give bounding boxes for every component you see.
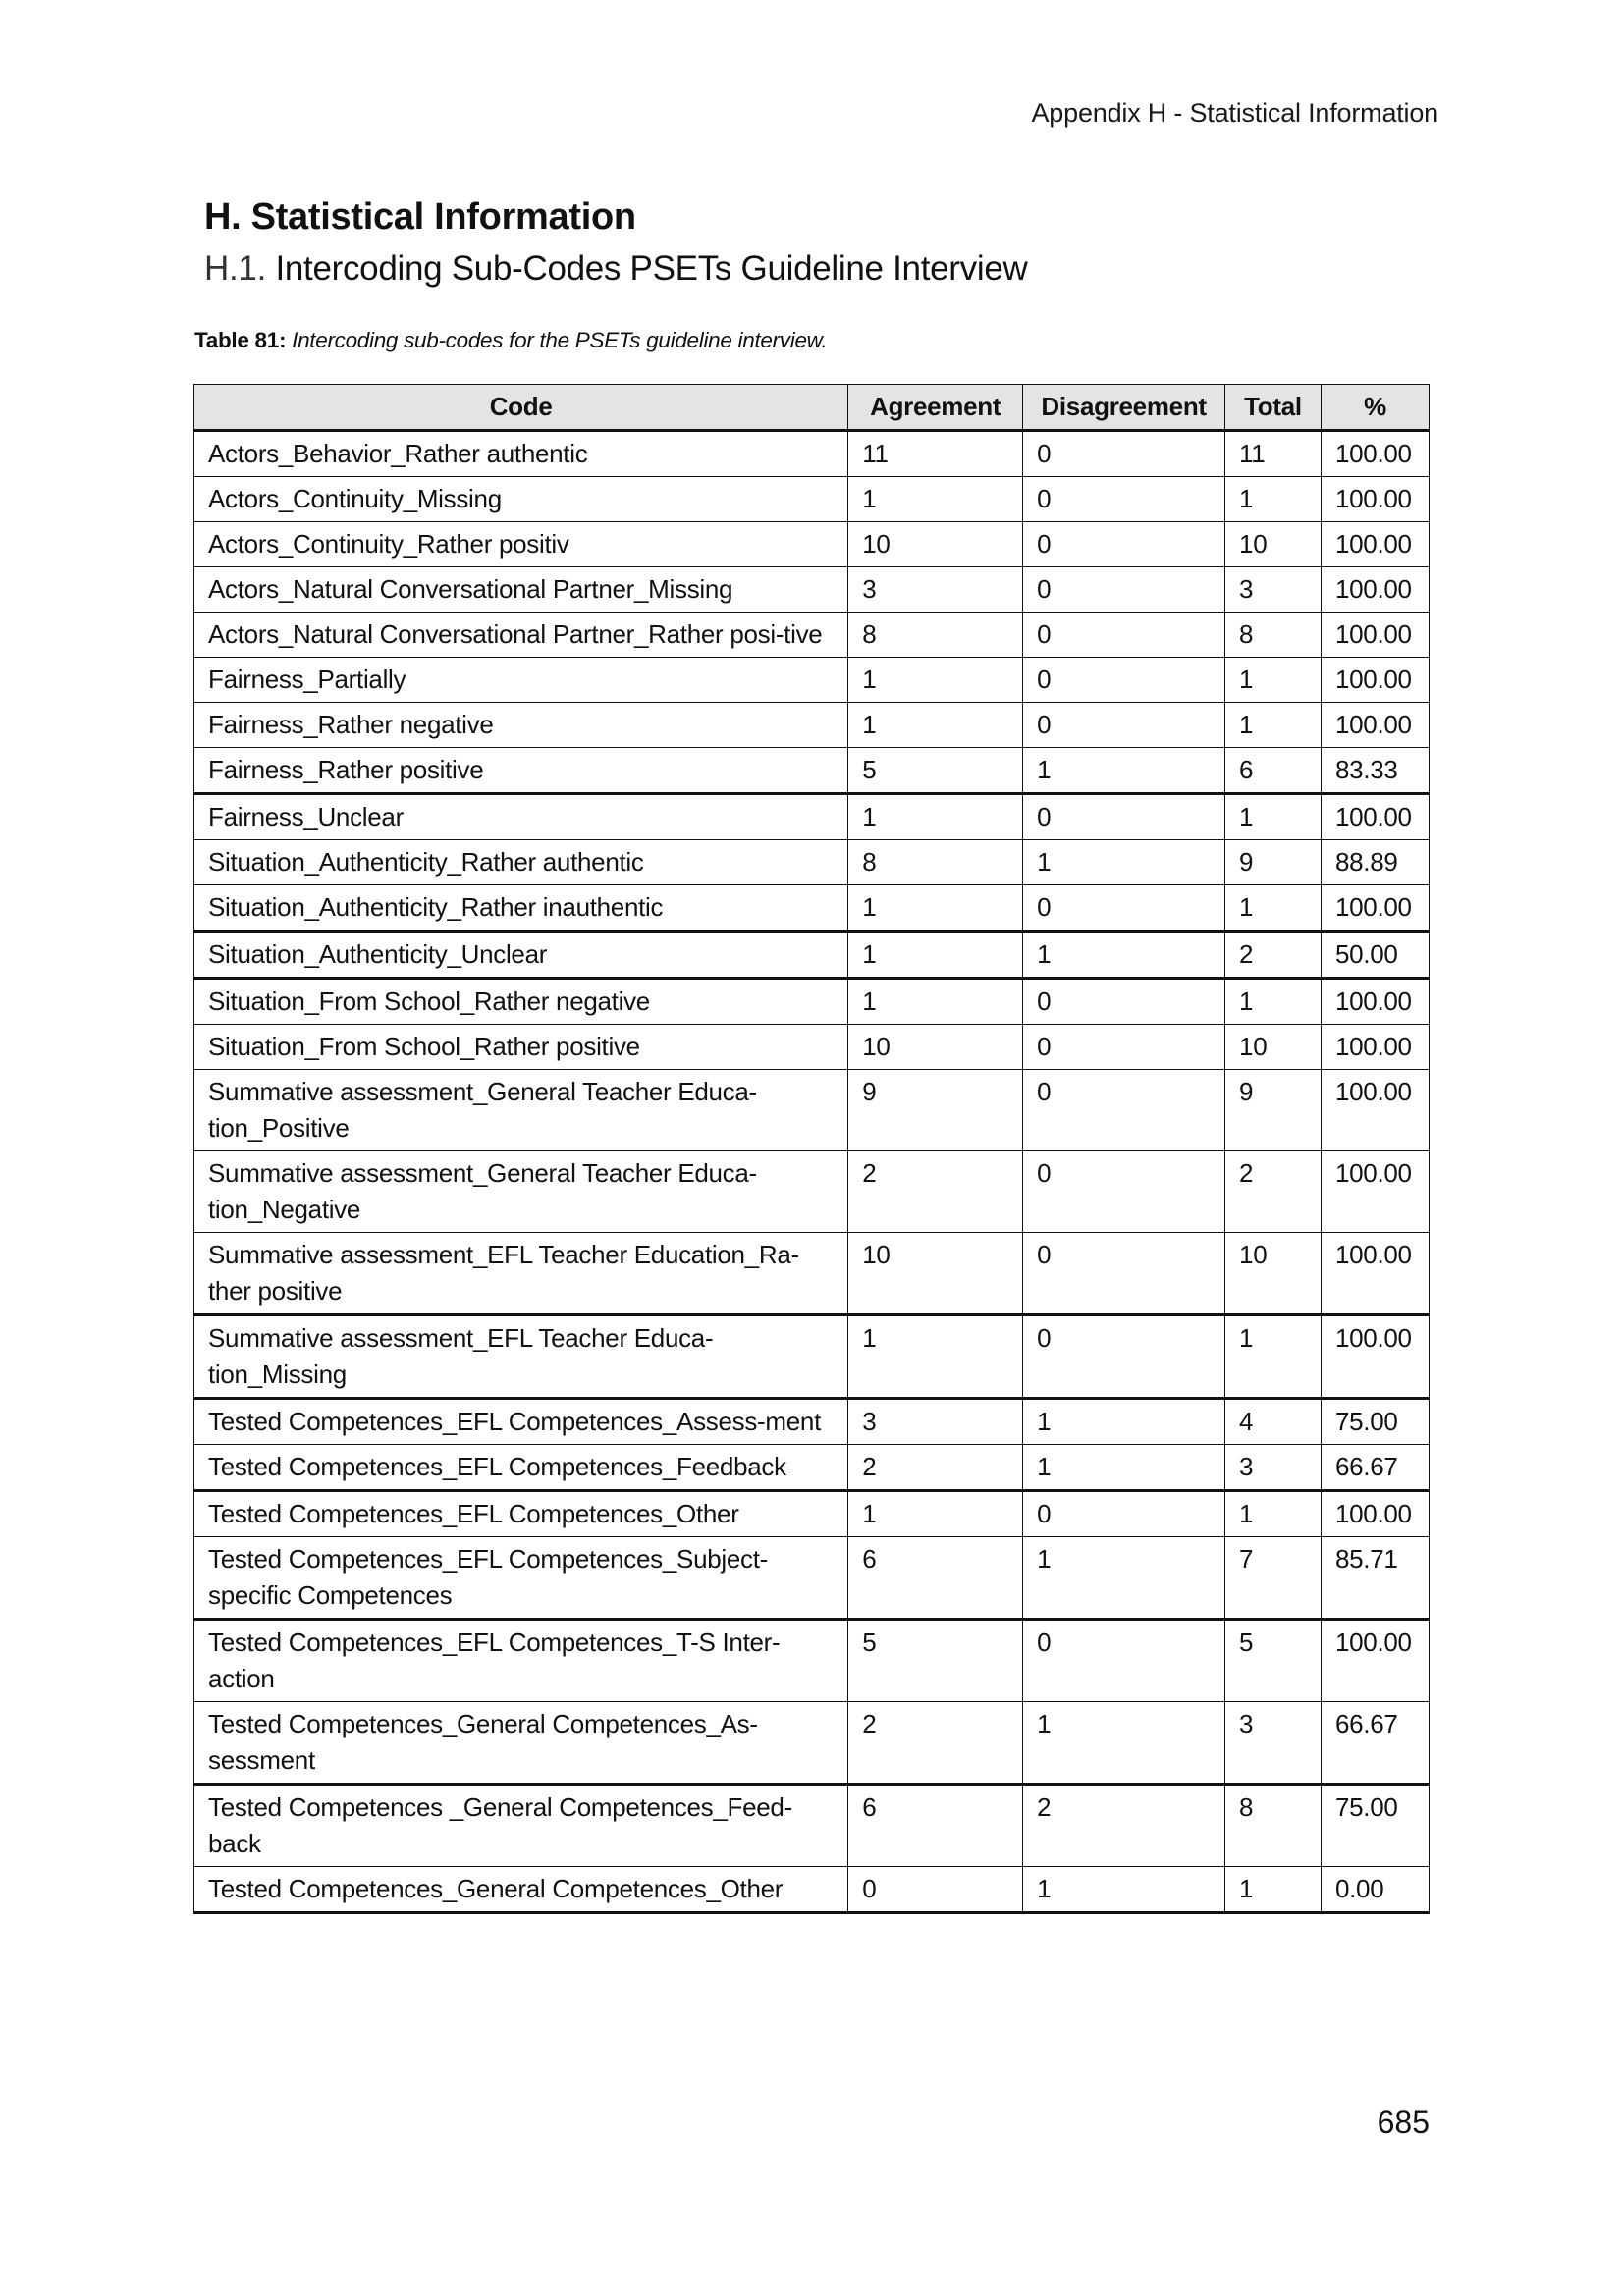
table-row <box>194 794 1430 840</box>
table-row <box>194 979 1430 1025</box>
cell-agreement: 1 <box>848 979 1023 1025</box>
table-row <box>194 1445 1430 1491</box>
cell-code: Tested Competences_General Competences_As-sessment <box>194 1702 848 1785</box>
table-header-row <box>194 385 1430 431</box>
cell-disagreement: 1 <box>1023 1537 1225 1620</box>
cell-total: 2 <box>1225 1151 1322 1233</box>
cell-code: Actors_Behavior_Rather authentic <box>194 431 848 477</box>
cell-code: Tested Competences_EFL Competences_T-S Inter-action <box>194 1620 848 1702</box>
column-header-agreement: Agreement <box>848 385 1023 431</box>
cell-percent: 100.00 <box>1321 1620 1429 1702</box>
cell-percent: 100.00 <box>1321 794 1429 840</box>
cell-agreement: 10 <box>848 522 1023 567</box>
cell-percent: 50.00 <box>1321 932 1429 979</box>
table-caption <box>194 328 827 353</box>
table-row <box>194 885 1430 932</box>
cell-code: Actors_Natural Conversational Partner_Missing <box>194 567 848 613</box>
cell-disagreement: 0 <box>1023 567 1225 613</box>
cell-code: Actors_Natural Conversational Partner_Rather posi-tive <box>194 613 848 658</box>
cell-total: 1 <box>1225 477 1322 522</box>
page-number: 685 <box>1377 2105 1430 2140</box>
subsection-title: Intercoding Sub-Codes PSETs Guideline Interview <box>275 249 1028 288</box>
table-row <box>194 932 1430 979</box>
cell-total: 10 <box>1225 1025 1322 1070</box>
cell-percent: 100.00 <box>1321 1070 1429 1151</box>
cell-total: 6 <box>1225 748 1322 794</box>
table-row <box>194 1233 1430 1315</box>
cell-total: 9 <box>1225 840 1322 885</box>
cell-percent: 100.00 <box>1321 1233 1429 1315</box>
cell-code: Fairness_Unclear <box>194 794 848 840</box>
cell-agreement: 8 <box>848 613 1023 658</box>
cell-total: 4 <box>1225 1399 1322 1445</box>
subsection-number: H.1. <box>204 249 266 288</box>
cell-disagreement: 0 <box>1023 979 1225 1025</box>
cell-total: 3 <box>1225 1445 1322 1491</box>
cell-agreement: 5 <box>848 1620 1023 1702</box>
table-row <box>194 1537 1430 1620</box>
table-caption-label: Table 81: <box>194 328 287 352</box>
cell-disagreement: 0 <box>1023 613 1225 658</box>
cell-code: Situation_Authenticity_Rather authentic <box>194 840 848 885</box>
cell-agreement: 6 <box>848 1537 1023 1620</box>
cell-total: 1 <box>1225 979 1322 1025</box>
cell-agreement: 1 <box>848 794 1023 840</box>
cell-agreement: 1 <box>848 703 1023 748</box>
table-row <box>194 1025 1430 1070</box>
cell-total: 3 <box>1225 1702 1322 1785</box>
table-row <box>194 1315 1430 1399</box>
cell-agreement: 9 <box>848 1070 1023 1151</box>
cell-code: Actors_Continuity_Rather positiv <box>194 522 848 567</box>
cell-percent: 100.00 <box>1321 431 1429 477</box>
cell-code: Tested Competences _General Competences_Feed-back <box>194 1785 848 1867</box>
cell-disagreement: 0 <box>1023 1070 1225 1151</box>
cell-total: 10 <box>1225 1233 1322 1315</box>
table-row <box>194 1867 1430 1913</box>
cell-percent: 100.00 <box>1321 613 1429 658</box>
cell-total: 11 <box>1225 431 1322 477</box>
cell-total: 1 <box>1225 1315 1322 1399</box>
cell-disagreement: 0 <box>1023 794 1225 840</box>
table-row <box>194 703 1430 748</box>
cell-disagreement: 0 <box>1023 477 1225 522</box>
table-row <box>194 1702 1430 1785</box>
cell-agreement: 1 <box>848 885 1023 932</box>
column-header-code: Code <box>194 385 848 431</box>
cell-disagreement: 0 <box>1023 431 1225 477</box>
cell-percent: 100.00 <box>1321 1025 1429 1070</box>
cell-total: 1 <box>1225 703 1322 748</box>
cell-total: 8 <box>1225 613 1322 658</box>
cell-code: Summative assessment_General Teacher Educa-tion_Positive <box>194 1070 848 1151</box>
table-row <box>194 1399 1430 1445</box>
cell-total: 1 <box>1225 885 1322 932</box>
cell-disagreement: 0 <box>1023 522 1225 567</box>
cell-percent: 75.00 <box>1321 1785 1429 1867</box>
cell-total: 2 <box>1225 932 1322 979</box>
cell-disagreement: 0 <box>1023 1491 1225 1537</box>
table-row <box>194 1491 1430 1537</box>
cell-disagreement: 0 <box>1023 885 1225 932</box>
running-header: Appendix H - Statistical Information <box>1031 98 1438 128</box>
cell-percent: 66.67 <box>1321 1702 1429 1785</box>
cell-code: Fairness_Rather negative <box>194 703 848 748</box>
cell-code: Situation_From School_Rather positive <box>194 1025 848 1070</box>
intercoding-table <box>193 384 1430 1914</box>
cell-total: 8 <box>1225 1785 1322 1867</box>
cell-total: 5 <box>1225 1620 1322 1702</box>
cell-code: Tested Competences_EFL Competences_Feedback <box>194 1445 848 1491</box>
cell-agreement: 10 <box>848 1233 1023 1315</box>
cell-disagreement: 0 <box>1023 1315 1225 1399</box>
table-row <box>194 1151 1430 1233</box>
cell-total: 7 <box>1225 1537 1322 1620</box>
table-row <box>194 522 1430 567</box>
section-heading: H. Statistical Information <box>204 196 636 238</box>
cell-disagreement: 1 <box>1023 840 1225 885</box>
cell-code: Summative assessment_EFL Teacher Education_Ra-ther positive <box>194 1233 848 1315</box>
cell-total: 1 <box>1225 1491 1322 1537</box>
cell-code: Tested Competences_EFL Competences_Assess-ment <box>194 1399 848 1445</box>
cell-agreement: 2 <box>848 1151 1023 1233</box>
cell-percent: 88.89 <box>1321 840 1429 885</box>
table-row <box>194 613 1430 658</box>
cell-total: 9 <box>1225 1070 1322 1151</box>
cell-agreement: 8 <box>848 840 1023 885</box>
cell-percent: 100.00 <box>1321 1315 1429 1399</box>
cell-agreement: 3 <box>848 567 1023 613</box>
cell-agreement: 10 <box>848 1025 1023 1070</box>
table-row <box>194 748 1430 794</box>
cell-disagreement: 1 <box>1023 1445 1225 1491</box>
cell-code: Situation_From School_Rather negative <box>194 979 848 1025</box>
cell-code: Situation_Authenticity_Unclear <box>194 932 848 979</box>
cell-agreement: 11 <box>848 431 1023 477</box>
cell-percent: 100.00 <box>1321 885 1429 932</box>
cell-code: Tested Competences_EFL Competences_Other <box>194 1491 848 1537</box>
cell-percent: 100.00 <box>1321 1151 1429 1233</box>
table-row <box>194 658 1430 703</box>
cell-agreement: 2 <box>848 1702 1023 1785</box>
cell-agreement: 6 <box>848 1785 1023 1867</box>
cell-disagreement: 1 <box>1023 932 1225 979</box>
cell-percent: 66.67 <box>1321 1445 1429 1491</box>
cell-agreement: 1 <box>848 1491 1023 1537</box>
cell-disagreement: 0 <box>1023 658 1225 703</box>
cell-percent: 100.00 <box>1321 567 1429 613</box>
cell-code: Fairness_Rather positive <box>194 748 848 794</box>
column-header-percent: % <box>1321 385 1429 431</box>
cell-code: Situation_Authenticity_Rather inauthentic <box>194 885 848 932</box>
cell-agreement: 1 <box>848 658 1023 703</box>
cell-disagreement: 0 <box>1023 1025 1225 1070</box>
cell-agreement: 5 <box>848 748 1023 794</box>
cell-code: Summative assessment_General Teacher Educa-tion_Negative <box>194 1151 848 1233</box>
cell-code: Fairness_Partially <box>194 658 848 703</box>
table-row <box>194 431 1430 477</box>
cell-agreement: 0 <box>848 1867 1023 1913</box>
cell-disagreement: 0 <box>1023 1151 1225 1233</box>
cell-percent: 0.00 <box>1321 1867 1429 1913</box>
cell-disagreement: 1 <box>1023 748 1225 794</box>
cell-disagreement: 0 <box>1023 1620 1225 1702</box>
cell-percent: 100.00 <box>1321 979 1429 1025</box>
table-row <box>194 1070 1430 1151</box>
cell-agreement: 1 <box>848 1315 1023 1399</box>
cell-disagreement: 0 <box>1023 1233 1225 1315</box>
cell-agreement: 3 <box>848 1399 1023 1445</box>
cell-total: 3 <box>1225 567 1322 613</box>
cell-disagreement: 2 <box>1023 1785 1225 1867</box>
table-row <box>194 1620 1430 1702</box>
cell-code: Summative assessment_EFL Teacher Educa-tion_Missing <box>194 1315 848 1399</box>
cell-total: 1 <box>1225 1867 1322 1913</box>
cell-code: Tested Competences_EFL Competences_Subject-specific Competences <box>194 1537 848 1620</box>
table-body <box>194 431 1430 1913</box>
cell-percent: 100.00 <box>1321 1491 1429 1537</box>
cell-disagreement: 0 <box>1023 703 1225 748</box>
cell-agreement: 1 <box>848 477 1023 522</box>
table-row <box>194 477 1430 522</box>
cell-percent: 100.00 <box>1321 658 1429 703</box>
cell-total: 1 <box>1225 658 1322 703</box>
cell-code: Tested Competences_General Competences_Other <box>194 1867 848 1913</box>
table-row <box>194 840 1430 885</box>
cell-code: Actors_Continuity_Missing <box>194 477 848 522</box>
cell-percent: 100.00 <box>1321 477 1429 522</box>
table-row <box>194 567 1430 613</box>
cell-disagreement: 1 <box>1023 1702 1225 1785</box>
cell-percent: 100.00 <box>1321 522 1429 567</box>
cell-disagreement: 1 <box>1023 1399 1225 1445</box>
column-header-disagreement: Disagreement <box>1023 385 1225 431</box>
cell-percent: 75.00 <box>1321 1399 1429 1445</box>
cell-percent: 85.71 <box>1321 1537 1429 1620</box>
cell-agreement: 1 <box>848 932 1023 979</box>
cell-total: 1 <box>1225 794 1322 840</box>
cell-percent: 100.00 <box>1321 703 1429 748</box>
subsection-heading <box>204 249 1027 289</box>
cell-disagreement: 1 <box>1023 1867 1225 1913</box>
cell-total: 10 <box>1225 522 1322 567</box>
table-caption-text: Intercoding sub-codes for the PSETs guideline interview. <box>292 328 828 352</box>
cell-agreement: 2 <box>848 1445 1023 1491</box>
table-row <box>194 1785 1430 1867</box>
column-header-total: Total <box>1225 385 1322 431</box>
cell-percent: 83.33 <box>1321 748 1429 794</box>
